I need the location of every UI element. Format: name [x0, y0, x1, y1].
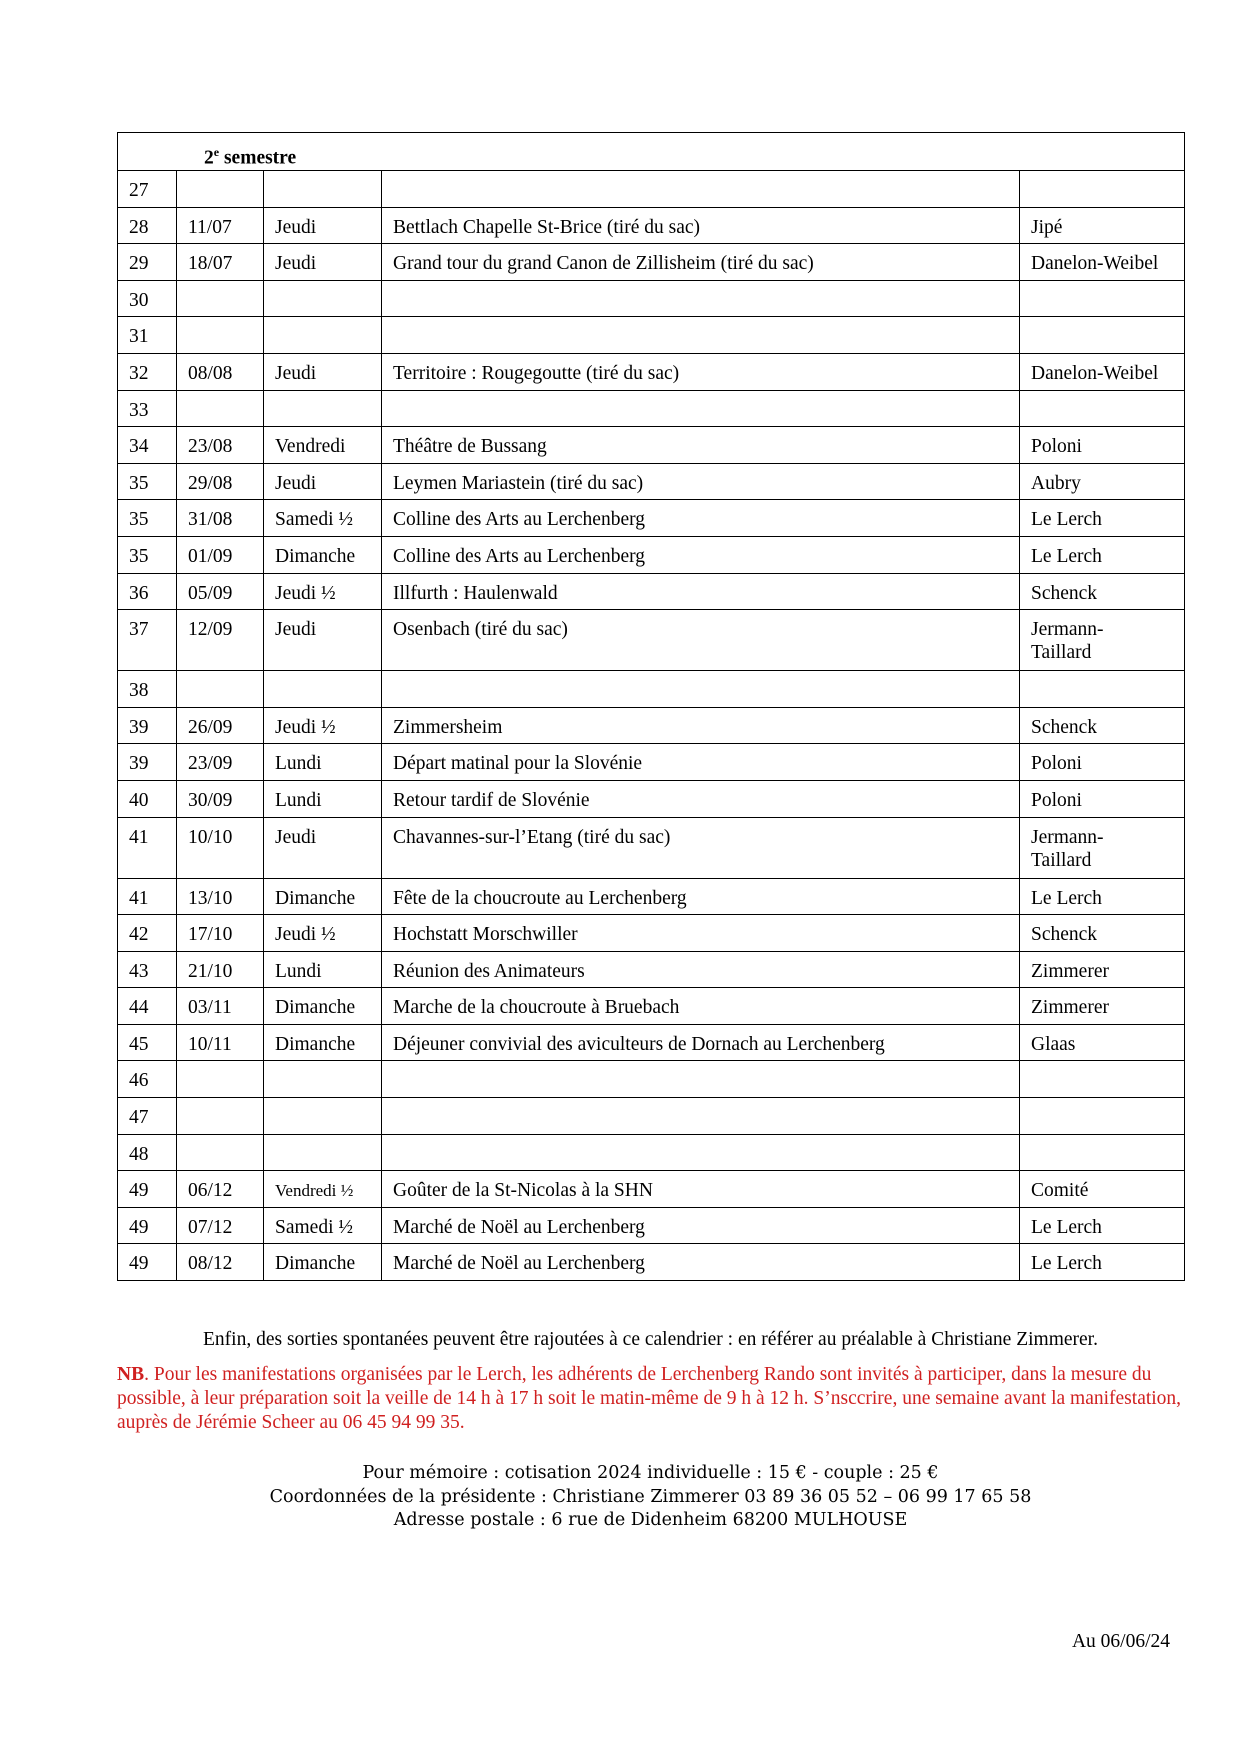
day-cell — [264, 1061, 382, 1098]
activity-cell — [382, 390, 1020, 427]
date-cell: 21/10 — [177, 951, 264, 988]
day-cell: Dimanche — [264, 988, 382, 1025]
activity-cell — [382, 1061, 1020, 1098]
semester-header — [118, 133, 1185, 171]
week-cell: 34 — [118, 427, 177, 464]
table-row — [118, 353, 1185, 390]
table-row — [118, 671, 1185, 708]
day-cell: Dimanche — [264, 536, 382, 573]
activity-cell: Illfurth : Haulenwald — [382, 573, 1020, 610]
day-cell: Dimanche — [264, 1244, 382, 1281]
table-row — [118, 951, 1185, 988]
nb-note — [117, 1363, 1184, 1435]
semester-number: 2 — [204, 147, 214, 169]
leader-cell: Schenck — [1020, 915, 1185, 952]
activity-cell: Déjeuner convivial des aviculteurs de Dornach au Lerchenberg — [382, 1024, 1020, 1061]
day-cell — [264, 390, 382, 427]
activity-cell — [382, 171, 1020, 208]
leader-cell: Jermann- Taillard — [1020, 610, 1185, 671]
day-cell — [264, 671, 382, 708]
leader-cell: Schenck — [1020, 573, 1185, 610]
day-cell: Jeudi — [264, 353, 382, 390]
day-cell: Jeudi — [264, 463, 382, 500]
activity-cell: Territoire : Rougegoutte (tiré du sac) — [382, 353, 1020, 390]
leader-cell — [1020, 671, 1185, 708]
day-cell: Samedi ½ — [264, 500, 382, 537]
week-cell: 41 — [118, 878, 177, 915]
leader-cell: Le Lerch — [1020, 1207, 1185, 1244]
week-cell: 39 — [118, 744, 177, 781]
table-row — [118, 317, 1185, 354]
table-row — [118, 1244, 1185, 1281]
day-cell: Jeudi — [264, 817, 382, 878]
day-cell: Jeudi — [264, 207, 382, 244]
date-cell — [177, 171, 264, 208]
table-row — [118, 280, 1185, 317]
leader-cell: Jermann- Taillard — [1020, 817, 1185, 878]
activity-cell — [382, 1134, 1020, 1171]
week-cell: 33 — [118, 390, 177, 427]
week-cell: 36 — [118, 573, 177, 610]
week-cell: 38 — [118, 671, 177, 708]
activity-cell — [382, 1098, 1020, 1135]
spontaneous-outings-note: Enfin, des sorties spontanées peuvent être rajoutées à ce calendrier : en référer au préalable à Christiane Zimmerer. — [203, 1329, 1098, 1350]
leader-cell: Poloni — [1020, 427, 1185, 464]
leader-cell: Poloni — [1020, 780, 1185, 817]
update-date: Au 06/06/24 — [1071, 1631, 1170, 1652]
table-row — [118, 171, 1185, 208]
table-row — [118, 1134, 1185, 1171]
nb-text: . Pour les manifestations organisées par le Lerch, les adhérents de Lerchenberg Rando sont invités à participer, dans la mesure du possible, à leur préparation soit la veille de 14 h à 17 h soit le matin-même de 9 h à 12 h. S’nsccrire, une semaine avant la manifestation, auprès de Jérémie Scheer au 06 45 94 99 35. — [117, 1364, 1182, 1433]
table-row — [118, 500, 1185, 537]
activity-cell — [382, 671, 1020, 708]
week-cell: 28 — [118, 207, 177, 244]
week-cell: 39 — [118, 707, 177, 744]
activity-cell: Chavannes-sur-l’Etang (tiré du sac) — [382, 817, 1020, 878]
date-cell: 06/12 — [177, 1171, 264, 1208]
leader-cell: Poloni — [1020, 744, 1185, 781]
day-cell: Jeudi ½ — [264, 707, 382, 744]
leader-cell — [1020, 317, 1185, 354]
date-cell: 31/08 — [177, 500, 264, 537]
week-cell: 35 — [118, 500, 177, 537]
table-row — [118, 707, 1185, 744]
activity-cell: Marche de la choucroute à Bruebach — [382, 988, 1020, 1025]
table-row — [118, 1207, 1185, 1244]
week-cell: 41 — [118, 817, 177, 878]
table-row — [118, 207, 1185, 244]
leader-cell — [1020, 1134, 1185, 1171]
memo-line-address: Adresse postale : 6 rue de Didenheim 68200 MULHOUSE — [393, 1510, 908, 1530]
day-cell — [264, 1134, 382, 1171]
table-row — [118, 610, 1185, 671]
leader-cell: Zimmerer — [1020, 988, 1185, 1025]
leader-cell — [1020, 171, 1185, 208]
table-row — [118, 744, 1185, 781]
week-cell: 49 — [118, 1171, 177, 1208]
table-row — [118, 817, 1185, 878]
leader-cell: Aubry — [1020, 463, 1185, 500]
date-cell — [177, 390, 264, 427]
week-cell: 49 — [118, 1244, 177, 1281]
leader-cell: Danelon-Weibel — [1020, 353, 1185, 390]
activity-cell: Hochstatt Morschwiller — [382, 915, 1020, 952]
table-row — [118, 536, 1185, 573]
activity-cell: Fête de la choucroute au Lerchenberg — [382, 878, 1020, 915]
table-row — [118, 573, 1185, 610]
table-row — [118, 427, 1185, 464]
week-cell: 46 — [118, 1061, 177, 1098]
table-row — [118, 988, 1185, 1025]
date-cell: 11/07 — [177, 207, 264, 244]
semester-header-row — [118, 133, 1185, 171]
date-cell — [177, 1098, 264, 1135]
activity-cell: Bettlach Chapelle St-Brice (tiré du sac) — [382, 207, 1020, 244]
table-row — [118, 1024, 1185, 1061]
activity-cell: Leymen Mariastein (tiré du sac) — [382, 463, 1020, 500]
day-cell: Lundi — [264, 780, 382, 817]
day-cell — [264, 1098, 382, 1135]
week-cell: 27 — [118, 171, 177, 208]
leader-cell: Le Lerch — [1020, 878, 1185, 915]
week-cell: 31 — [118, 317, 177, 354]
memo-line-contact: Coordonnées de la présidente : Christiane Zimmerer 03 89 36 05 52 – 06 99 17 65 58 — [269, 1486, 1032, 1507]
activity-cell — [382, 317, 1020, 354]
activity-cell: Zimmersheim — [382, 707, 1020, 744]
date-cell: 23/08 — [177, 427, 264, 464]
date-cell: 18/07 — [177, 244, 264, 281]
date-cell: 10/11 — [177, 1024, 264, 1061]
activity-cell: Marché de Noël au Lerchenberg — [382, 1244, 1020, 1281]
week-cell: 32 — [118, 353, 177, 390]
date-cell: 17/10 — [177, 915, 264, 952]
leader-cell: Danelon-Weibel — [1020, 244, 1185, 281]
week-cell: 42 — [118, 915, 177, 952]
week-cell: 37 — [118, 610, 177, 671]
table-row — [118, 915, 1185, 952]
day-cell — [264, 317, 382, 354]
week-cell: 45 — [118, 1024, 177, 1061]
date-cell — [177, 317, 264, 354]
week-cell: 47 — [118, 1098, 177, 1135]
table-row — [118, 780, 1185, 817]
week-cell: 30 — [118, 280, 177, 317]
week-cell: 48 — [118, 1134, 177, 1171]
week-cell: 29 — [118, 244, 177, 281]
activity-cell: Grand tour du grand Canon de Zillisheim (tiré du sac) — [382, 244, 1020, 281]
leader-cell — [1020, 1061, 1185, 1098]
day-cell: Jeudi — [264, 244, 382, 281]
memo-line-fee: Pour mémoire : cotisation 2024 individuelle : 15 € - couple : 25 € — [362, 1463, 939, 1483]
date-cell: 23/09 — [177, 744, 264, 781]
date-cell: 03/11 — [177, 988, 264, 1025]
date-cell: 08/08 — [177, 353, 264, 390]
date-cell: 13/10 — [177, 878, 264, 915]
day-cell: Dimanche — [264, 878, 382, 915]
activity-cell: Osenbach (tiré du sac) — [382, 610, 1020, 671]
week-cell: 40 — [118, 780, 177, 817]
day-cell: Vendredi ½ — [264, 1171, 382, 1208]
date-cell — [177, 1061, 264, 1098]
day-cell: Jeudi ½ — [264, 915, 382, 952]
day-cell — [264, 280, 382, 317]
table-row — [118, 878, 1185, 915]
memo-block — [117, 1462, 1184, 1533]
week-cell: 43 — [118, 951, 177, 988]
day-cell: Samedi ½ — [264, 1207, 382, 1244]
leader-cell: Le Lerch — [1020, 500, 1185, 537]
date-cell: 01/09 — [177, 536, 264, 573]
semester-suffix: e — [213, 145, 220, 159]
calendar-table — [117, 132, 1185, 1281]
day-cell: Dimanche — [264, 1024, 382, 1061]
activity-cell: Départ matinal pour la Slovénie — [382, 744, 1020, 781]
nb-label: NB — [117, 1364, 145, 1385]
activity-cell: Colline des Arts au Lerchenberg — [382, 500, 1020, 537]
date-cell: 07/12 — [177, 1207, 264, 1244]
leader-cell: Jipé — [1020, 207, 1185, 244]
leader-cell: Glaas — [1020, 1024, 1185, 1061]
activity-cell: Marché de Noël au Lerchenberg — [382, 1207, 1020, 1244]
day-cell: Jeudi ½ — [264, 573, 382, 610]
day-cell — [264, 171, 382, 208]
day-cell: Lundi — [264, 951, 382, 988]
activity-cell: Retour tardif de Slovénie — [382, 780, 1020, 817]
leader-cell — [1020, 390, 1185, 427]
date-cell: 29/08 — [177, 463, 264, 500]
day-cell: Jeudi — [264, 610, 382, 671]
activity-cell: Goûter de la St-Nicolas à la SHN — [382, 1171, 1020, 1208]
date-cell: 12/09 — [177, 610, 264, 671]
date-cell: 30/09 — [177, 780, 264, 817]
day-cell: Lundi — [264, 744, 382, 781]
date-cell — [177, 280, 264, 317]
table-row — [118, 1061, 1185, 1098]
week-cell: 35 — [118, 536, 177, 573]
leader-cell: Zimmerer — [1020, 951, 1185, 988]
activity-cell: Colline des Arts au Lerchenberg — [382, 536, 1020, 573]
day-cell: Vendredi — [264, 427, 382, 464]
date-cell: 05/09 — [177, 573, 264, 610]
date-cell — [177, 671, 264, 708]
leader-cell — [1020, 1098, 1185, 1135]
date-cell: 08/12 — [177, 1244, 264, 1281]
semester-label: semestre — [223, 147, 297, 169]
table-row — [118, 244, 1185, 281]
week-cell: 49 — [118, 1207, 177, 1244]
leader-cell — [1020, 280, 1185, 317]
activity-cell: Réunion des Animateurs — [382, 951, 1020, 988]
leader-cell: Schenck — [1020, 707, 1185, 744]
table-row — [118, 1098, 1185, 1135]
week-cell: 35 — [118, 463, 177, 500]
date-cell — [177, 1134, 264, 1171]
table-row — [118, 463, 1185, 500]
activity-cell — [382, 280, 1020, 317]
table-row — [118, 390, 1185, 427]
date-cell: 26/09 — [177, 707, 264, 744]
week-cell: 44 — [118, 988, 177, 1025]
leader-cell: Le Lerch — [1020, 1244, 1185, 1281]
activity-cell: Théâtre de Bussang — [382, 427, 1020, 464]
leader-cell: Comité — [1020, 1171, 1185, 1208]
leader-cell: Le Lerch — [1020, 536, 1185, 573]
table-row — [118, 1171, 1185, 1208]
date-cell: 10/10 — [177, 817, 264, 878]
